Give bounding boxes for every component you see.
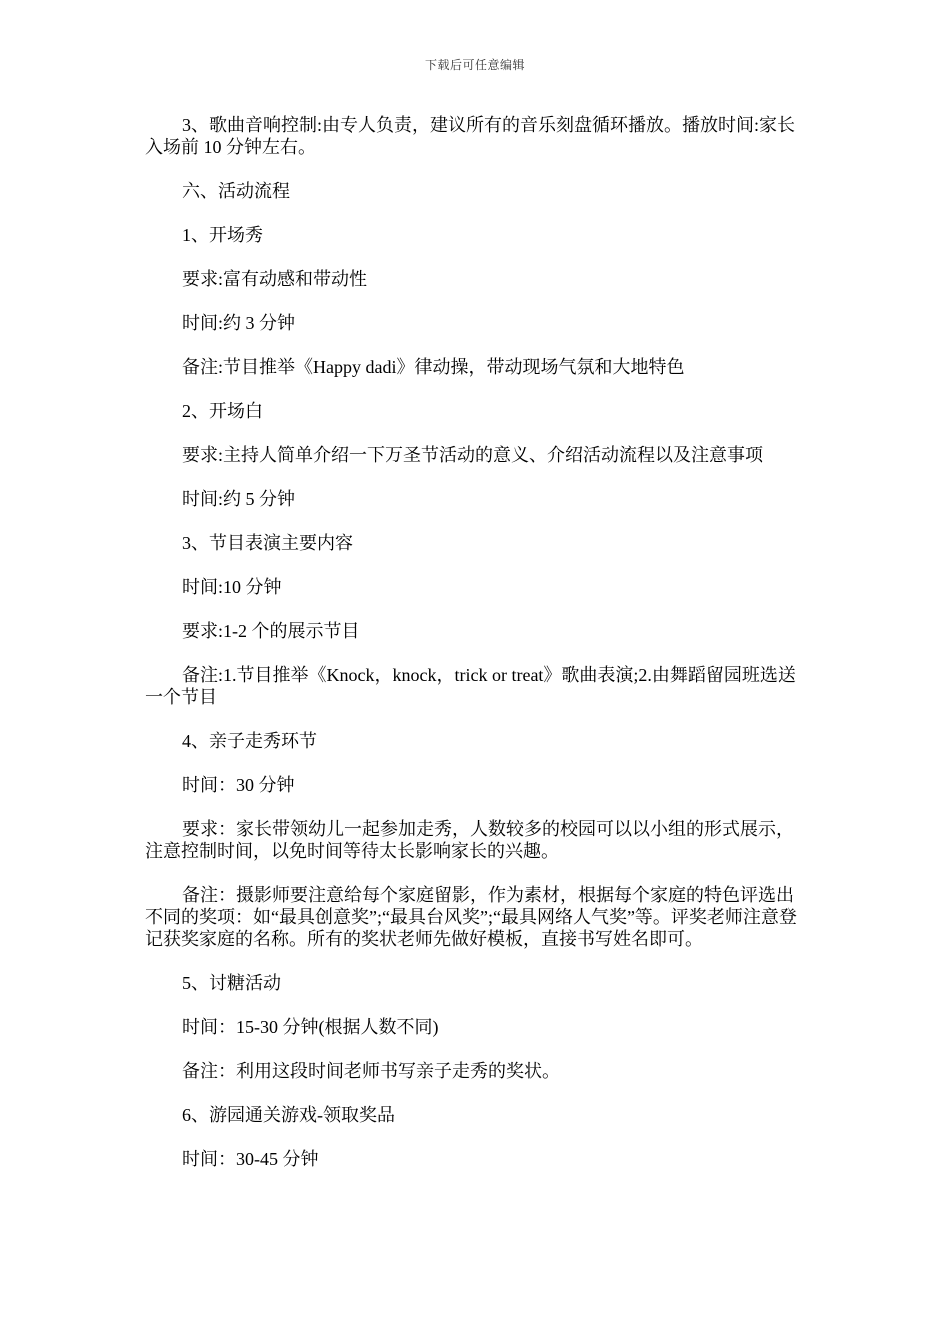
opening-speech-time: 时间:约 5 分钟 [182, 489, 296, 509]
section-garden-game: 6、游园通关游戏-领取奖品 [182, 1105, 395, 1125]
section-opening-show: 1、开场秀 [182, 225, 263, 245]
paragraph-audio-control: 3、歌曲音响控制:由专人负责，建议所有的音乐刻盘循环播放。播放时间:家长入场前 10 分钟左右。 [145, 115, 795, 157]
opening-show-requirement: 要求:富有动感和带动性 [182, 269, 367, 289]
parent-child-show-note: 备注：摄影师要注意给每个家庭留影，作为素材，根据每个家庭的特色评选出不同的奖项：如“最具创意奖”;“最具台风奖”;“最具网络人气奖”等。评奖老师注意登记获奖家庭的名称。所有的奖状老师先做好模板，直接书写姓名即可。 [145, 885, 797, 949]
opening-speech-requirement: 要求:主持人简单介绍一下万圣节活动的意义、介绍活动流程以及注意事项 [182, 445, 763, 465]
performance-note: 备注:1.节目推举《Knock，knock，trick or treat》歌曲表演;2.由舞蹈留园班选送一个节目 [145, 665, 796, 707]
performance-requirement: 要求:1-2 个的展示节目 [182, 621, 360, 641]
section-candy-activity: 5、讨糖活动 [182, 973, 281, 993]
page-header: 下载后可任意编辑 [424, 58, 525, 72]
candy-activity-time: 时间：15-30 分钟(根据人数不同) [182, 1017, 439, 1037]
section-performance: 3、节目表演主要内容 [182, 533, 353, 553]
garden-game-time: 时间：30-45 分钟 [182, 1149, 319, 1169]
opening-show-note: 备注:节目推举《Happy dadi》律动操，带动现场气氛和大地特色 [182, 357, 685, 377]
section-opening-speech: 2、开场白 [182, 401, 263, 421]
performance-time: 时间:10 分钟 [182, 577, 282, 597]
parent-child-show-time: 时间：30 分钟 [182, 775, 295, 795]
opening-show-time: 时间:约 3 分钟 [182, 313, 296, 333]
document-body [145, 114, 805, 1192]
candy-activity-note: 备注：利用这段时间老师书写亲子走秀的奖状。 [182, 1061, 560, 1081]
heading-activity-flow: 六、活动流程 [182, 181, 290, 201]
parent-child-show-requirement: 要求：家长带领幼儿一起参加走秀，人数较多的校园可以以小组的形式展示，注意控制时间，以免时间等待太长影响家长的兴趣。 [145, 819, 794, 861]
section-parent-child-show: 4、亲子走秀环节 [182, 731, 317, 751]
